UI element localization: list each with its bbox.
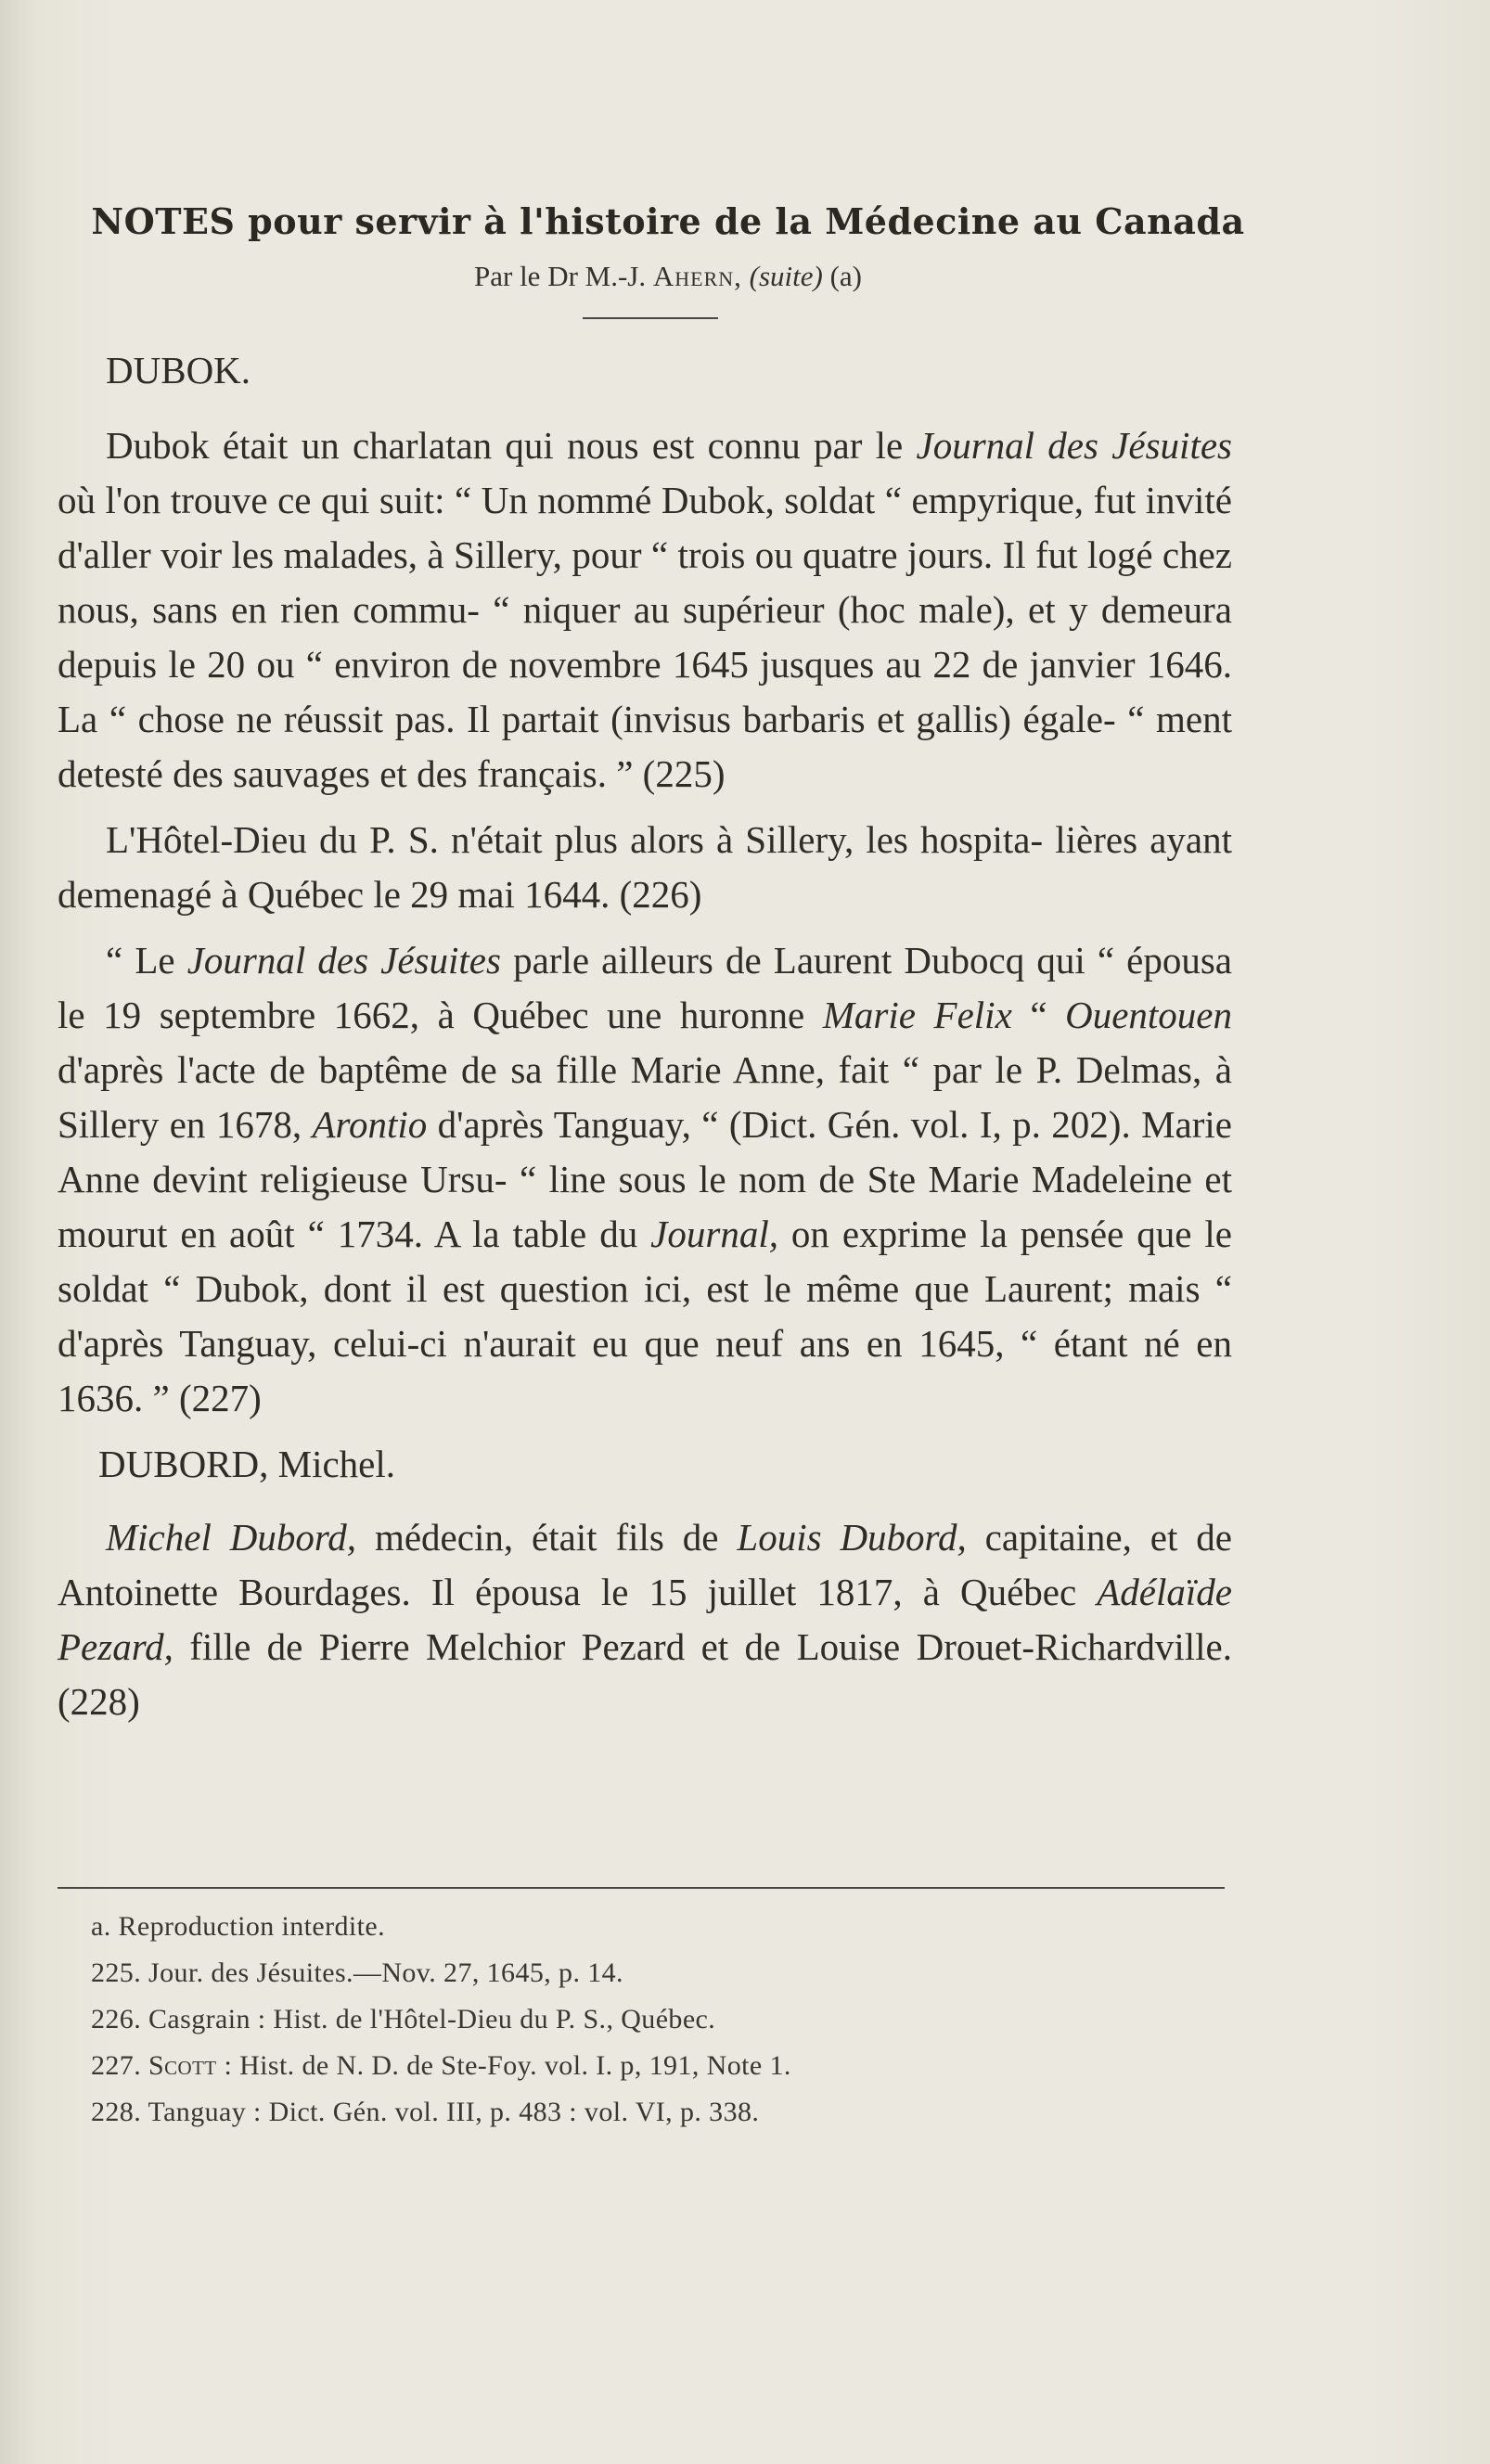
italic-text: Journal, — [650, 1213, 778, 1255]
byline-footnote-ref: (a) — [829, 260, 862, 292]
paragraph: Dubok était un charlatan qui nous est connu par le Journal des Jésuites où l'on trouve ce qui suit: “ Un nommé Dubok, soldat “ empyrique, fut invité d'aller voir les malades, à Sillery, pour “ trois ou quatre jours. Il fut logé chez nous, sans en rien commu- “ niquer au supérieur (hoc male), et y demeura depuis le 20 ou “ environ de novembre 1645 jusques au 22 de janvier 1646. La “ chose ne réussit pas. Il partait (invisus barbaris et gallis) égale- “ ment detesté des sauvages et des français. ” (225) — [58, 424, 1232, 795]
italic-text: Michel Dubord, — [106, 1516, 357, 1559]
footnote-226: 226. Casgrain : Hist. de l'Hôtel-Dieu du P. S., Québec. — [91, 2004, 716, 2034]
footnote-divider — [58, 1887, 1225, 1889]
italic-text: Ouentouen — [1065, 994, 1232, 1036]
byline-suite: (suite) — [749, 260, 823, 292]
section-heading-dubord: DUBORD, Michel. — [98, 1443, 396, 1485]
article-body — [58, 343, 1232, 1740]
italic-text: Arontio — [312, 1103, 428, 1146]
footnote-text: : Hist. de N. D. de Ste-Foy. vol. I. p, 191, Note 1. — [224, 2050, 791, 2081]
footnotes — [91, 1904, 1223, 2136]
byline-prefix: Par le Dr M.-J. — [474, 260, 647, 292]
italic-text: Louis Dubord, — [737, 1516, 967, 1559]
italic-text: Marie Felix — [822, 994, 1012, 1036]
italic-text: Journal des Jésuites — [186, 939, 501, 982]
section-heading-dubok: DUBOK. — [106, 349, 251, 391]
footnote-228: 228. Tanguay : Dict. Gén. vol. III, p. 483 : vol. VI, p. 338. — [91, 2097, 760, 2127]
footnote-author: Scott — [148, 2050, 217, 2081]
paragraph: “ Le Journal des Jésuites parle ailleurs de Laurent Dubocq qui “ épousa le 19 septembre 1662, à Québec une huronne Marie Felix “ Ouentouen d'après l'acte de baptême de sa fille Marie Anne, fait “ par le P. Delmas, à Sillery en 1678, Arontio d'après Tanguay, “ (Dict. Gén. vol. I, p. 202). Marie Anne devint religieuse Ursu- “ line sous le nom de Ste Marie Madeleine et mourut en août “ 1734. A la table du Journal, on exprime la pensée que le soldat “ Dubok, dont il est question ici, est le même que Laurent; mais “ d'après Tanguay, celui-ci n'aurait eu que neuf ans en 1645, “ étant né en 1636. ” (227) — [58, 939, 1233, 1419]
title-divider — [583, 317, 718, 319]
footnote-a: a. Reproduction interdite. — [91, 1911, 385, 1942]
italic-text: Adélaïde Pezard, — [58, 1571, 1232, 1668]
footnote-227 — [91, 2043, 1223, 2089]
paragraph: L'Hôtel-Dieu du P. S. n'était plus alors à Sillery, les hospita- lières ayant demenagé à Québec le 29 mai 1644. (226) — [58, 818, 1232, 916]
page-title: NOTES pour servir à l'histoire de la Médecine au Canada — [91, 200, 1245, 242]
italic-text: Journal des Jésuites — [916, 424, 1232, 467]
paragraph: Michel Dubord, médecin, était fils de Louis Dubord, capitaine, et de Antoinette Bourdages. Il épousa le 15 juillet 1817, à Québec Adélaïde Pezard, fille de Pierre Melchior Pezard et de Louise Drouet-Richardville. (228) — [58, 1516, 1232, 1723]
footnote-225: 225. Jour. des Jésuites.—Nov. 27, 1645, p. 14. — [91, 1957, 623, 1988]
footnote-number: 227. — [91, 2050, 142, 2081]
byline — [0, 260, 1336, 293]
byline-author: Ahern, — [652, 260, 742, 292]
